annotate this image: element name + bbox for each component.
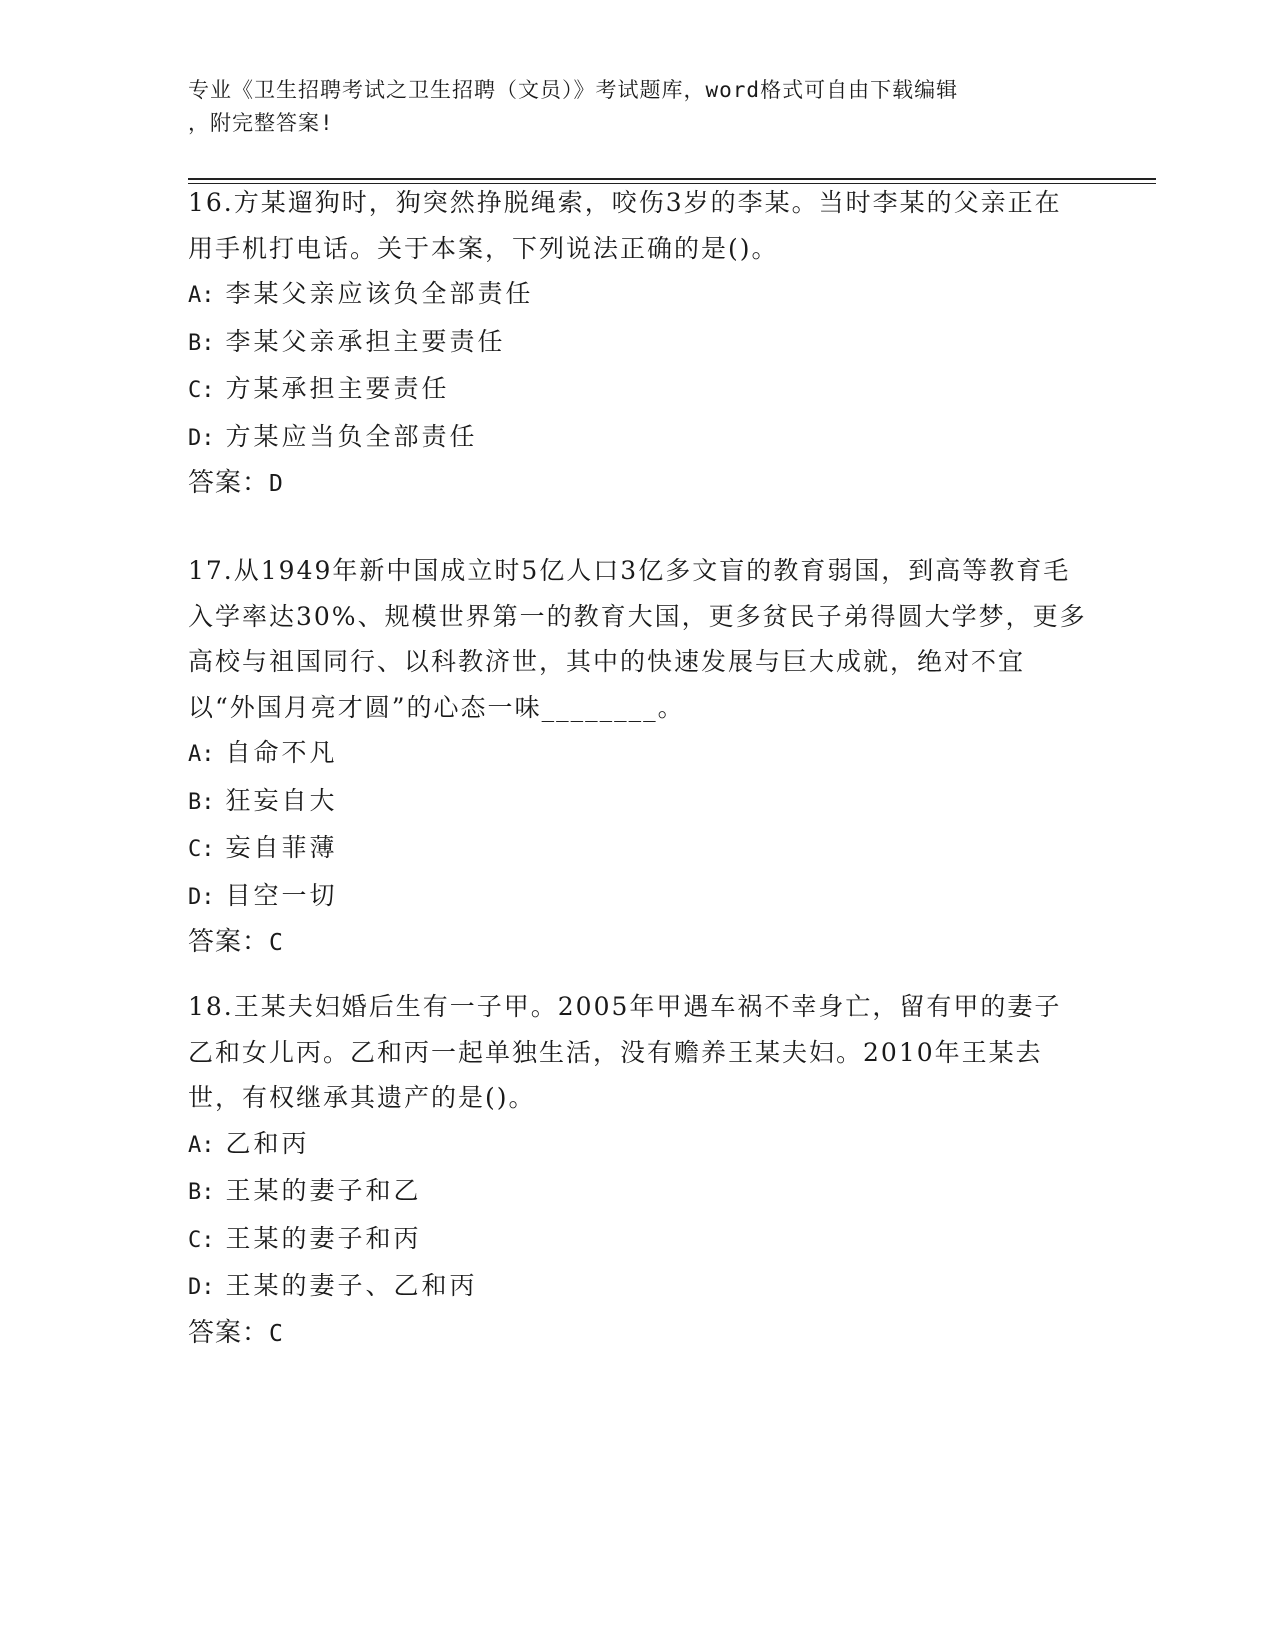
option-text: 王某的妻子、乙和丙 xyxy=(225,1271,478,1300)
option-letter: C: xyxy=(188,1227,215,1253)
option-text: 王某的妻子和丙 xyxy=(225,1223,422,1253)
option-d xyxy=(188,414,1088,462)
option-letter: A: xyxy=(188,1132,215,1158)
option-text: 李某父亲应该负全部责任 xyxy=(225,279,534,308)
header-line-1: 专业《卫生招聘考试之卫生招聘（文员）》考试题库，word格式可自由下载编辑 xyxy=(188,78,959,102)
option-text: 目空一切 xyxy=(225,880,338,910)
answer-line xyxy=(188,1311,1088,1358)
answer-label: 答案： xyxy=(188,468,270,498)
option-d xyxy=(188,873,1088,921)
option-text: 乙和丙 xyxy=(225,1128,310,1158)
answer-value: C xyxy=(269,1320,284,1347)
question-stem: 17.从1949年新中国成立时5亿人口3亿多文盲的教育弱国，到高等教育毛入学率达30%、规模世界第一的教育大国，更多贫民子弟得圆大学梦，更多高校与祖国同行、以科教济世，其中的快速发展与巨大成就，绝对不宜以“外国月亮才圆”的心态一味________。 xyxy=(188,556,1087,722)
option-text: 妄自菲薄 xyxy=(225,833,338,862)
document-header xyxy=(188,74,1068,140)
answer-value: D xyxy=(269,471,284,497)
option-c xyxy=(188,825,1088,873)
option-d xyxy=(188,1263,1088,1311)
option-letter: D: xyxy=(188,1275,215,1300)
option-text: 王某的妻子和乙 xyxy=(225,1176,422,1205)
answer-line xyxy=(188,461,1088,508)
answer-label: 答案： xyxy=(188,927,270,957)
option-c xyxy=(188,366,1088,414)
question-16 xyxy=(188,180,1088,508)
question-18 xyxy=(188,984,1088,1357)
option-b xyxy=(188,1168,1088,1216)
option-letter: B: xyxy=(188,1180,215,1205)
option-a xyxy=(188,730,1088,778)
option-text: 李某父亲承担主要责任 xyxy=(225,326,506,356)
header-line-2: ，附完整答案! xyxy=(188,111,334,135)
option-b xyxy=(188,319,1088,367)
option-letter: A: xyxy=(188,742,215,767)
question-stem: 18.王某夫妇婚后生有一子甲。2005年甲遇车祸不幸身亡，留有甲的妻子乙和女儿丙。乙和丙一起单独生活，没有赡养王某夫妇。2010年王某去世，有权继承其遗产的是()。 xyxy=(188,992,1062,1112)
option-letter: D: xyxy=(188,884,215,910)
option-letter: A: xyxy=(188,283,215,308)
option-c xyxy=(188,1216,1088,1264)
option-letter: D: xyxy=(188,425,215,451)
answer-value: C xyxy=(269,930,284,956)
option-text: 自命不凡 xyxy=(225,738,338,767)
option-text: 狂妄自大 xyxy=(225,785,338,815)
question-17 xyxy=(188,548,1088,967)
option-b xyxy=(188,778,1088,826)
option-a xyxy=(188,1121,1088,1169)
option-text: 方某承担主要责任 xyxy=(225,374,450,403)
answer-line xyxy=(188,920,1088,967)
option-a xyxy=(188,271,1088,319)
option-letter: B: xyxy=(188,330,215,356)
option-letter: B: xyxy=(188,789,215,815)
option-letter: C: xyxy=(188,837,215,862)
option-letter: C: xyxy=(188,378,215,403)
question-stem: 16.方某遛狗时，狗突然挣脱绳索，咬伤3岁的李某。当时李某的父亲正在用手机打电话。关于本案，下列说法正确的是()。 xyxy=(188,188,1062,263)
answer-label: 答案： xyxy=(188,1317,270,1348)
option-text: 方某应当负全部责任 xyxy=(225,421,478,451)
